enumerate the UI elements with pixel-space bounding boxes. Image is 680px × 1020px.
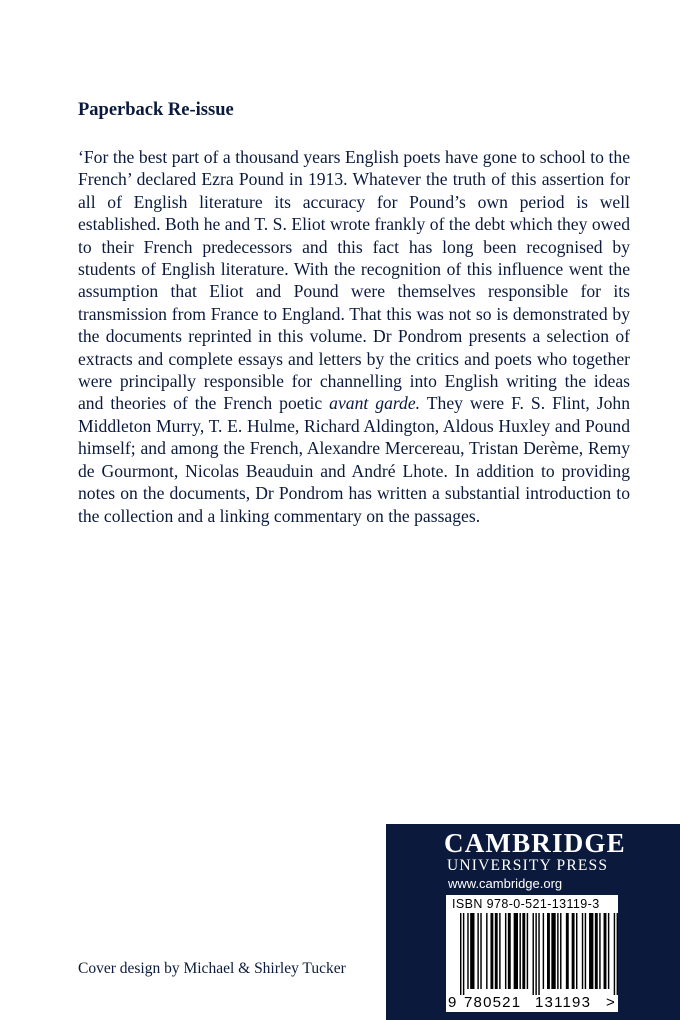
barcode-bar [460,913,461,995]
barcode-bar [604,913,607,989]
blurb-text [78,146,630,527]
barcode-bar [505,913,506,989]
barcode-digit-lead: 9 [448,994,457,1011]
barcode-bars [460,913,618,995]
barcode-bar [608,913,609,989]
barcode-bar [589,913,593,989]
barcode-bar [566,913,569,989]
section-heading: Paperback Re-issue [78,100,234,120]
publisher-subtitle: UNIVERSITY PRESS [447,857,609,874]
barcode-bar [527,913,528,989]
barcode-bar [560,913,561,989]
barcode-bar [486,913,487,989]
barcode-bar [470,913,474,989]
barcode-bar [535,913,536,995]
publisher-panel [386,824,680,1020]
barcode-bar [533,913,534,995]
barcode-bar [595,913,598,989]
blurb-part-2: They were F. S. Flint, John Middleton Murry, T. E. Hulme, Richard Aldington, Aldous Huxley and Pound himself; and among the French, Alexandre Mercereau, Tristan Derème, Remy de Gourmont, Nicolas Beauduin and André Lhote. In addition to providing notes on the documents, Dr Pondrom has written a substantial introduction to the collection and a linking commentary on the passages. [78,393,631,526]
publisher-name: CAMBRIDGE [444,828,626,858]
barcode-bar [543,913,544,989]
barcode-bar [547,913,550,989]
barcode-bar [477,913,478,989]
barcode-bar [614,913,615,995]
barcode-bar [522,913,525,989]
cover-design-credit: Cover design by Michael & Shirley Tucker [78,960,346,977]
blurb-emphasis: avant garde. [329,393,421,414]
barcode-digits-left: 780521 [464,994,522,1011]
barcode-bar [557,913,558,989]
barcode [446,895,618,1012]
barcode-bar [599,913,600,989]
barcode-bar [576,913,577,989]
barcode-digits-right: 131193 [535,994,592,1011]
barcode-bar [495,913,498,989]
barcode-bar [508,913,511,989]
blurb-part-1: ‘For the best part of a thousand years English poets have gone to school to the French’ declared Ezra Pound in 1913. Whatever the truth of this assertion for all of English literature its accuracy for Pound’s own period is well established. Both he and T. S. Eliot wrote frankly of the debt which they owed to their French predecessors and this fact has long been recognised by students of English literature. With the recognition of this influence went the assumption that Eliot and Pound were themselves responsible for its transmission from France to England. That this was not so is demonstrated by the documents reprinted in this volume. Dr Pondrom presents a selection of extracts and complete essays and letters by the critics and poets who together were principally responsible for channelling into English writing the ideas and theories of the French poetic [78,147,630,414]
barcode-bar [582,913,583,989]
barcode-quiet-zone-marker: > [606,994,615,1011]
barcode-bar [538,913,539,995]
publisher-url: www.cambridge.org [448,876,563,891]
isbn-label: ISBN 978-0-521-13119-3 [452,897,600,911]
barcode-bar [499,913,500,989]
barcode-bar [467,913,468,989]
barcode-bar [551,913,555,989]
barcode-bar [514,913,518,989]
barcode-bar [617,913,618,995]
barcode-bar [519,913,520,989]
barcode-bar [463,913,464,995]
barcode-box [446,895,618,1012]
barcode-bar [572,913,575,989]
barcode-bar [585,913,586,989]
barcode-bar [480,913,481,989]
barcode-bar [490,913,493,989]
